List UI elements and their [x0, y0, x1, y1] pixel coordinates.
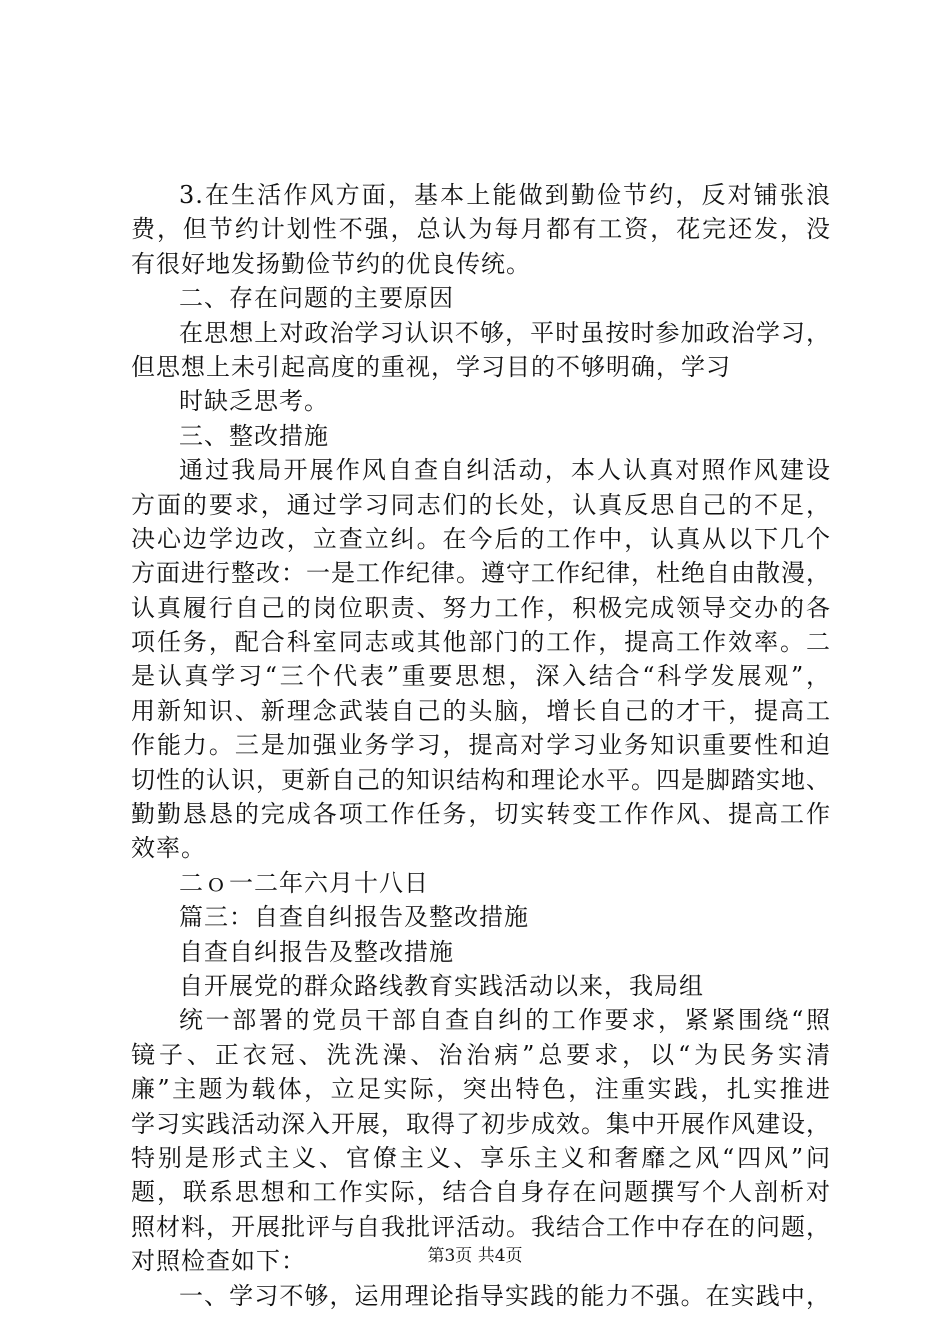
document-body	[131, 178, 831, 1313]
text-line: 题，联系思想和工作实际，结合自身存在问题撰写个人剖析对	[131, 1178, 831, 1207]
text-line: 自查自纠报告及整改措施	[179, 937, 454, 966]
text-line: 是认真学习“三个代表”重要思想，深入结合“科学发展观”，	[131, 662, 831, 691]
text-line: 方面的要求，通过学习同志们的长处，认真反思自己的不足，	[131, 490, 831, 519]
text-line: 特别是形式主义、官僚主义、享乐主义和奢靡之风“四风”问	[131, 1143, 831, 1172]
text-line: 认真履行自己的岗位职责、努力工作，积极完成领导交办的各	[131, 593, 831, 622]
text-line: 篇三：自查自纠报告及整改措施	[179, 903, 529, 932]
text-line: 项任务，配合科室同志或其他部门的工作，提高工作效率。二	[131, 628, 831, 657]
text-line: 作能力。三是加强业务学习，提高对学习业务知识重要性和迫	[131, 731, 831, 760]
text-line: 切性的认识，更新自己的知识结构和理论水平。四是脚踏实地、	[131, 765, 831, 794]
text-line: 统一部署的党员干部自查自纠的工作要求，紧紧围绕“照	[179, 1006, 831, 1035]
text-line: 二、存在问题的主要原因	[179, 284, 454, 313]
text-line: 自开展党的群众路线教育实践活动以来，我局组	[179, 971, 704, 1000]
text-line: 用新知识、新理念武装自己的头脑，增长自己的才干，提高工	[131, 696, 831, 725]
text-line: 费，但节约计划性不强，总认为每月都有工资，花完还发，没	[131, 215, 831, 244]
text-line: 有很好地发扬勤俭节约的优良传统。	[131, 249, 531, 278]
text-line: 决心边学边改，立查立纠。在今后的工作中，认真从以下几个	[131, 524, 831, 553]
text-line: 时缺乏思考。	[179, 387, 329, 416]
page-footer: 第3页 共4页	[427, 1246, 523, 1266]
text-line: 但思想上未引起高度的重视，学习目的不够明确，学习	[131, 352, 731, 381]
text-line: 通过我局开展作风自查自纠活动，本人认真对照作风建设	[179, 456, 831, 485]
text-line: 三、整改措施	[179, 421, 329, 450]
text-line: 照材料，开展批评与自我批评活动。我结合工作中存在的问题，	[131, 1212, 831, 1241]
text-line: 对照检查如下：	[131, 1247, 306, 1276]
text-line: 效率。	[131, 834, 206, 863]
text-line: 勤勤恳恳的完成各项工作任务，切实转变工作作风、提高工作	[131, 800, 831, 829]
text-line: 方面进行整改：一是工作纪律。遵守工作纪律，杜绝自由散漫，	[131, 559, 831, 588]
text-line: 3.在生活作风方面，基本上能做到勤俭节约，反对铺张浪	[179, 181, 831, 209]
text-line: 一、学习不够，运用理论指导实践的能力不强。在实践中，	[179, 1281, 831, 1310]
text-line: 镜子、正衣冠、洗洗澡、治治病”总要求，以“为民务实清	[131, 1040, 831, 1069]
text-line: 二ｏ一二年六月十八日	[179, 868, 429, 897]
text-line: 在思想上对政治学习认识不够，平时虽按时参加政治学习，	[179, 318, 831, 347]
text-line: 廉”主题为载体，立足实际，突出特色，注重实践，扎实推进	[131, 1075, 831, 1104]
text-line: 学习实践活动深入开展，取得了初步成效。集中开展作风建设，	[131, 1109, 831, 1138]
